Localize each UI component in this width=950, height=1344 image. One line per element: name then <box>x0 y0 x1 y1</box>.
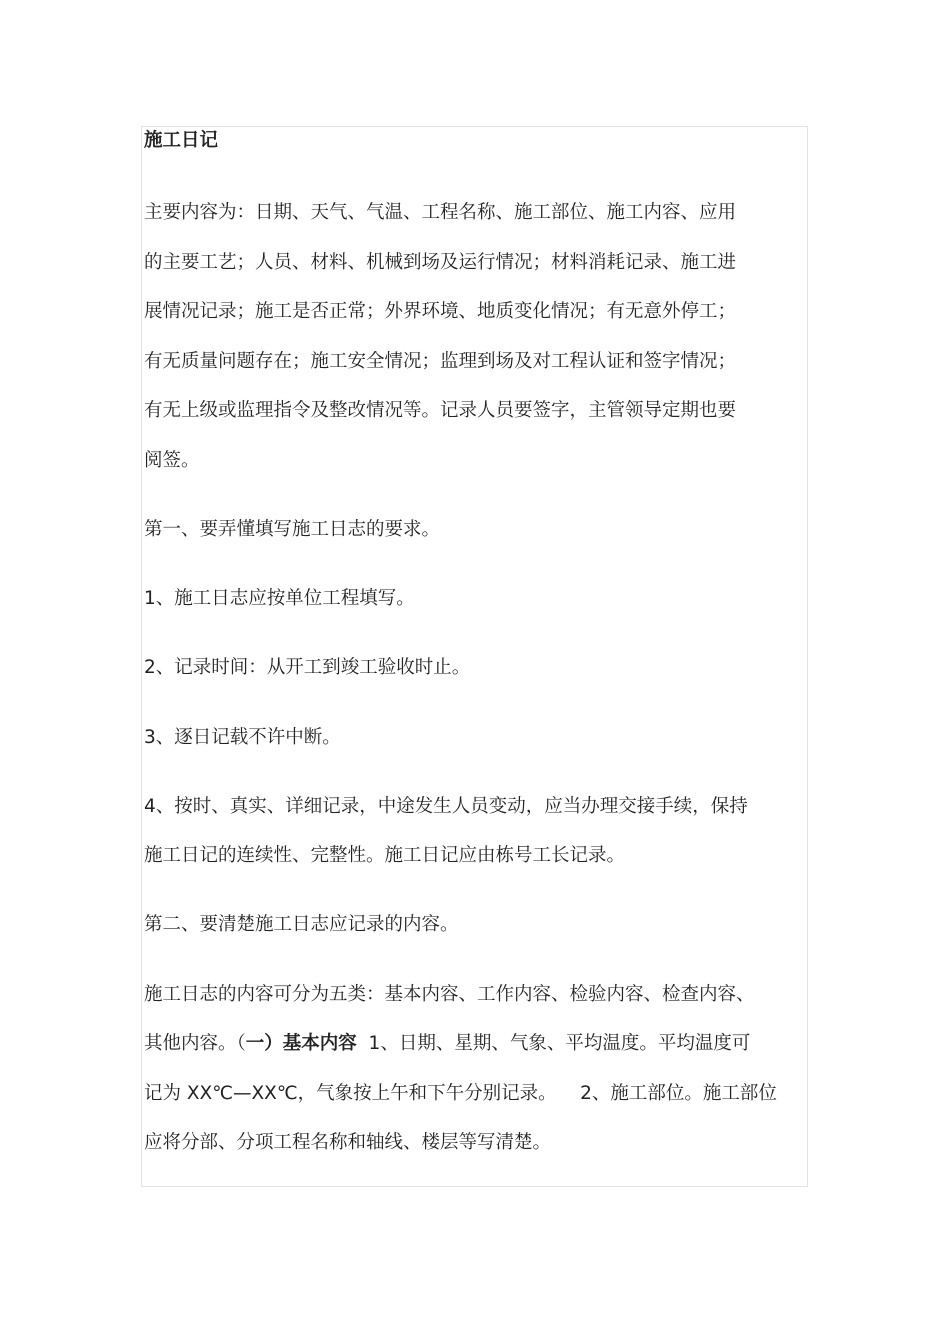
subsection-heading: 一）基本内容 <box>245 1033 357 1055</box>
list-item: 1、施工日志应按单位工程填写。 <box>144 588 415 610</box>
text-line: 的主要工艺；人员、材料、机械到场及运行情况；材料消耗记录、施工进 <box>144 251 737 273</box>
text-line: 有无质量问题存在；施工安全情况；监理到场及对工程认证和签字情况； <box>144 350 737 372</box>
text-line <box>144 1019 804 1069</box>
section-heading: 第二、要清楚施工日志应记录的内容。 <box>144 914 459 936</box>
document-title: 施工日记 <box>144 130 219 151</box>
text-line: 主要内容为：日期、天气、气温、工程名称、施工部位、施工内容、应用 <box>144 202 737 223</box>
document-body <box>144 126 804 1168</box>
section-heading: 第一、要弄懂填写施工日志的要求。 <box>144 518 441 540</box>
text-span: 其他内容。（ <box>144 1033 246 1055</box>
text-line: 施工日志的内容可分为五类：基本内容、工作内容、检验内容、检查内容、 <box>144 983 755 1005</box>
list-item: 3、逐日记载不许中断。 <box>144 726 341 748</box>
text-line: 施工日记的连续性、完整性。施工日记应由栋号工长记录。 <box>144 845 626 867</box>
intro-paragraph <box>144 188 804 486</box>
text-line: 阅签。 <box>144 449 200 471</box>
list-item <box>144 782 804 881</box>
list-item: 2、记录时间：从开工到竣工验收时止。 <box>144 657 471 679</box>
text-span: 1、日期、星期、气象、平均温度。平均温度可 <box>368 1033 751 1055</box>
text-line: 4、按时、真实、详细记录，中途发生人员变动，应当办理交接手续，保持 <box>144 795 748 817</box>
text-line: 展情况记录；施工是否正常；外界环境、地质变化情况；有无意外停工； <box>144 301 737 323</box>
text-line: 记为 XX℃—XX℃，气象按上午和下午分别记录。 2、施工部位。施工部位 <box>144 1082 777 1104</box>
content-paragraph <box>144 970 804 1168</box>
text-line: 有无上级或监理指令及整改情况等。记录人员要签字，主管领导定期也要 <box>144 400 737 422</box>
text-line: 应将分部、分项工程名称和轴线、楼层等写清楚。 <box>144 1132 552 1154</box>
